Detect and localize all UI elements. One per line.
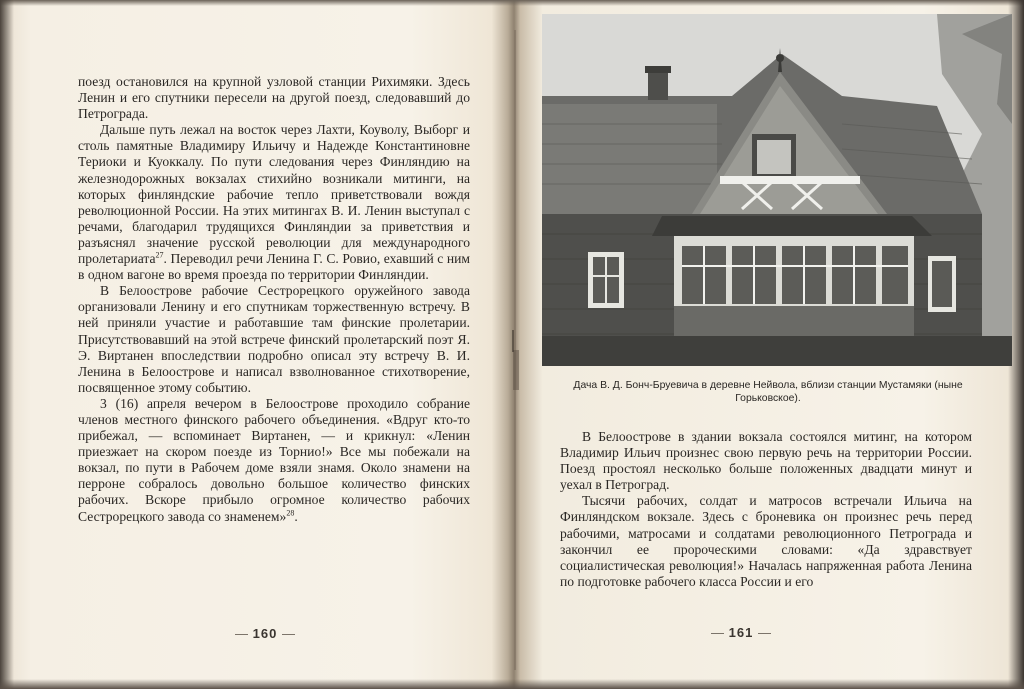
left-paragraph-2 xyxy=(78,122,470,283)
left-paragraph-4-tail: . xyxy=(294,508,298,524)
left-page-text xyxy=(78,74,470,525)
folio-dash-left-a: — xyxy=(235,626,248,641)
left-paragraph-2-text: Дальше путь лежал на восток через Лахти, Коуволу, Выборг и столь памятные Владимиру Ильичу и Надежде Константиновне Териоки и Куоккалу. По пути следования через Финляндию на железнодорожных вокзалах стихийно возникали митинги, на которых финляндские рабочие тепло приветствовали вождя революционной России. На этих митингах В. И. Ленин выступал с речами, благодарил трудящихся Финляндии за приветствия и разъяснял значение русской революции для международного пролетариата xyxy=(78,122,470,267)
right-page xyxy=(512,0,1024,689)
folio-dash-left-b: — xyxy=(281,626,295,641)
left-paragraph-2-tail: . Переводил речи Ленина Г. С. Ровио, ехавший с ним в одном вагоне во время проезда по территории Финляндии. xyxy=(78,251,470,283)
folio-number-right: 161 xyxy=(728,625,754,640)
footnote-ref-28: 28 xyxy=(286,508,295,517)
page-number-right xyxy=(711,625,771,640)
dacha-photo-illustration xyxy=(542,14,1012,366)
left-paragraph-4-text: 3 (16) апреля вечером в Белоострове проходило собрание членов местного финского рабочего объединения. «Вдруг кто-то прибежал, — вспоминает Виртанен, — и крикнул: «Ленин приезжает на скором поезде из Торнио!» Все мы побежали на вокзал, по пути в Рабочем доме взяли знамя. Около знамени на перроне собралось довольно большое количество финских рабочих. Вскоре прибыло огромное количество рабочих Сестрорецкого завода со знаменем» xyxy=(78,395,470,524)
right-paragraph-2: Тысячи рабочих, солдат и матросов встречали Ильича на Финляндском вокзале. Здесь с броневика он произнес речь перед рабочими, матросами и солдатами революционного Петрограда и закончил ее пророческими словами: «Да здравствует социалистическая революция!» Началась напряженная работа Ленина по подготовке рабочего класса России и его xyxy=(560,493,972,589)
left-paragraph-3: В Белоострове рабочие Сестрорецкого оружейного завода организовали Ленину и его спутникам торжественную встречу. В ней приняли участие и работавшие там финские пролетарии. Присутствовавший на этой встрече финский пролетарский поэт Я. Э. Виртанен впоследствии подробно описал эту встречу В. И. Ленина в Белоострове и написал взволнованное стихотворение, посвященное этому событию. xyxy=(78,283,470,395)
left-paragraph-4 xyxy=(78,396,470,525)
right-page-text xyxy=(560,429,972,590)
footnote-ref-27: 27 xyxy=(155,250,164,260)
folio-dash-right-a: — xyxy=(711,625,724,640)
left-paragraph-1: поезд остановился на крупной узловой станции Рихимяки. Здесь Ленин и его спутники пересели на другой поезд, следовавший до Петрограда. xyxy=(78,74,470,122)
page-number-left xyxy=(235,626,295,641)
photo-caption: Дача В. Д. Бонч-Бруевича в деревне Нейвола, вблизи станции Мустамяки (ныне Горьковское). xyxy=(573,380,963,405)
folio-number-left: 160 xyxy=(252,626,278,641)
right-paragraph-1: В Белоострове в здании вокзала состоялся митинг, на котором Владимир Ильич произнес свою первую речь на территории России. Поезд простоял несколько больше положенных двадцати минут и уехал в Петроград. xyxy=(560,429,972,493)
folio-dash-right-b: — xyxy=(757,625,771,640)
dacha-photograph xyxy=(542,14,1012,366)
